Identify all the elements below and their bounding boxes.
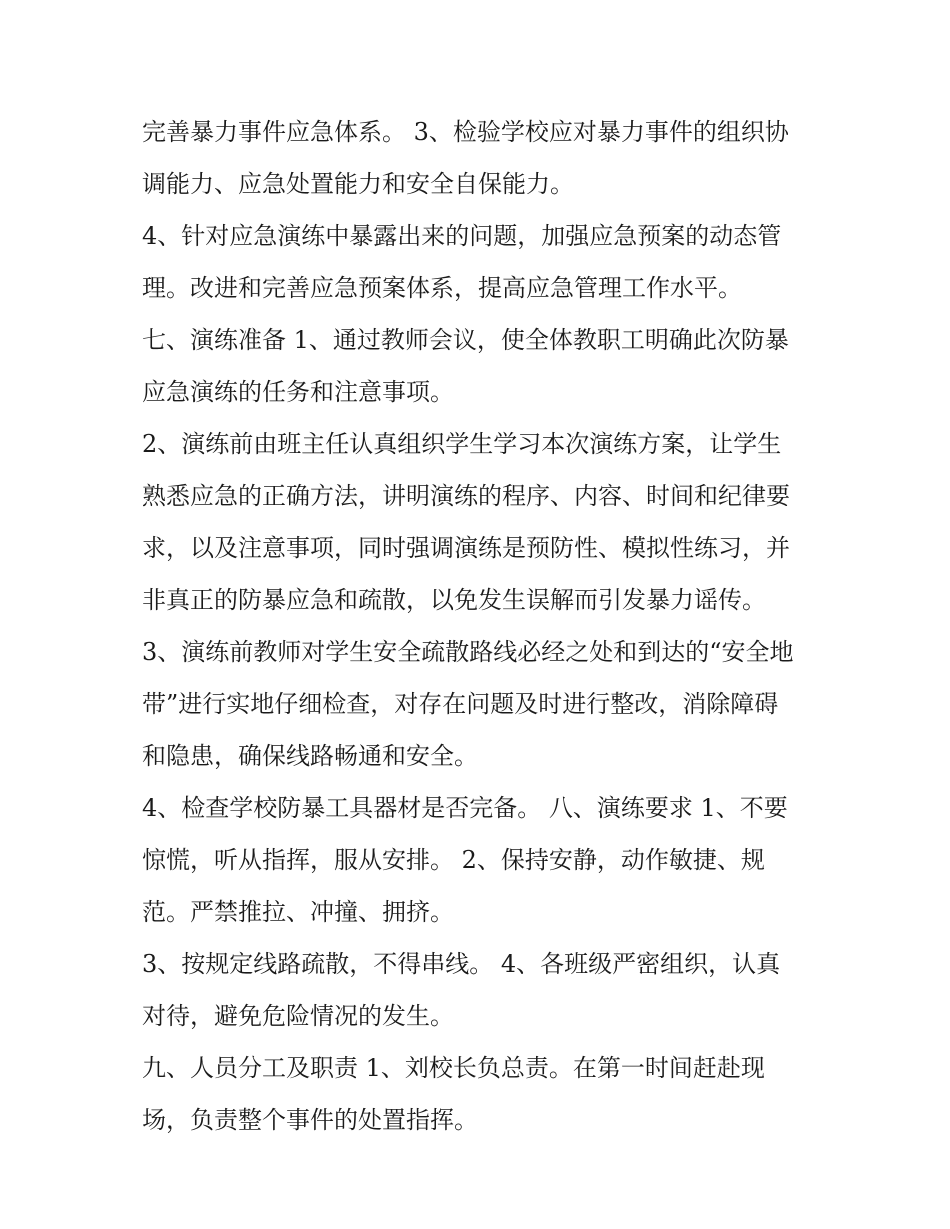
document-body [142, 106, 842, 1146]
text-line: 惊慌，听从指挥，服从安排。 2、保持安静，动作敏捷、规 [142, 846, 765, 874]
text-line: 3、按规定线路疏散，不得串线。 4、各班级严密组织，认真 [142, 950, 781, 978]
text-line: 4、针对应急演练中暴露出来的问题，加强应急预案的动态管 [142, 222, 782, 250]
text-line: 求，以及注意事项，同时强调演练是预防性、模拟性练习，并 [142, 534, 790, 562]
text-line: 完善暴力事件应急体系。 3、检验学校应对暴力事件的组织协 [142, 118, 789, 146]
text-line: 七、演练准备 1、通过教师会议，使全体教职工明确此次防暴 [142, 326, 789, 354]
text-line: 九、人员分工及职责 1、刘校长负总责。在第一时间赶赴现 [142, 1054, 765, 1082]
text-line: 带”进行实地仔细检查，对存在问题及时进行整改，消除障碍 [142, 690, 779, 718]
text-line: 理。改进和完善应急预案体系，提高应急管理工作水平。 [142, 274, 742, 302]
text-line: 2、演练前由班主任认真组织学生学习本次演练方案，让学生 [142, 430, 782, 458]
text-line: 应急演练的任务和注意事项。 [142, 378, 454, 406]
text-line: 场，负责整个事件的处置指挥。 [142, 1106, 478, 1134]
text-line: 3、演练前教师对学生安全疏散路线必经之处和到达的“安全地 [142, 638, 794, 666]
text-line: 4、检查学校防暴工具器材是否完备。 八、演练要求 1、不要 [142, 794, 788, 822]
text-line: 范。严禁推拉、冲撞、拥挤。 [142, 898, 454, 926]
text-line: 非真正的防暴应急和疏散，以免发生误解而引发暴力谣传。 [142, 586, 766, 614]
text-line: 熟悉应急的正确方法，讲明演练的程序、内容、时间和纪律要 [142, 482, 790, 510]
text-line: 调能力、应急处置能力和安全自保能力。 [142, 170, 574, 198]
text-line: 对待，避免危险情况的发生。 [142, 1002, 454, 1030]
text-line: 和隐患，确保线路畅通和安全。 [142, 742, 478, 770]
